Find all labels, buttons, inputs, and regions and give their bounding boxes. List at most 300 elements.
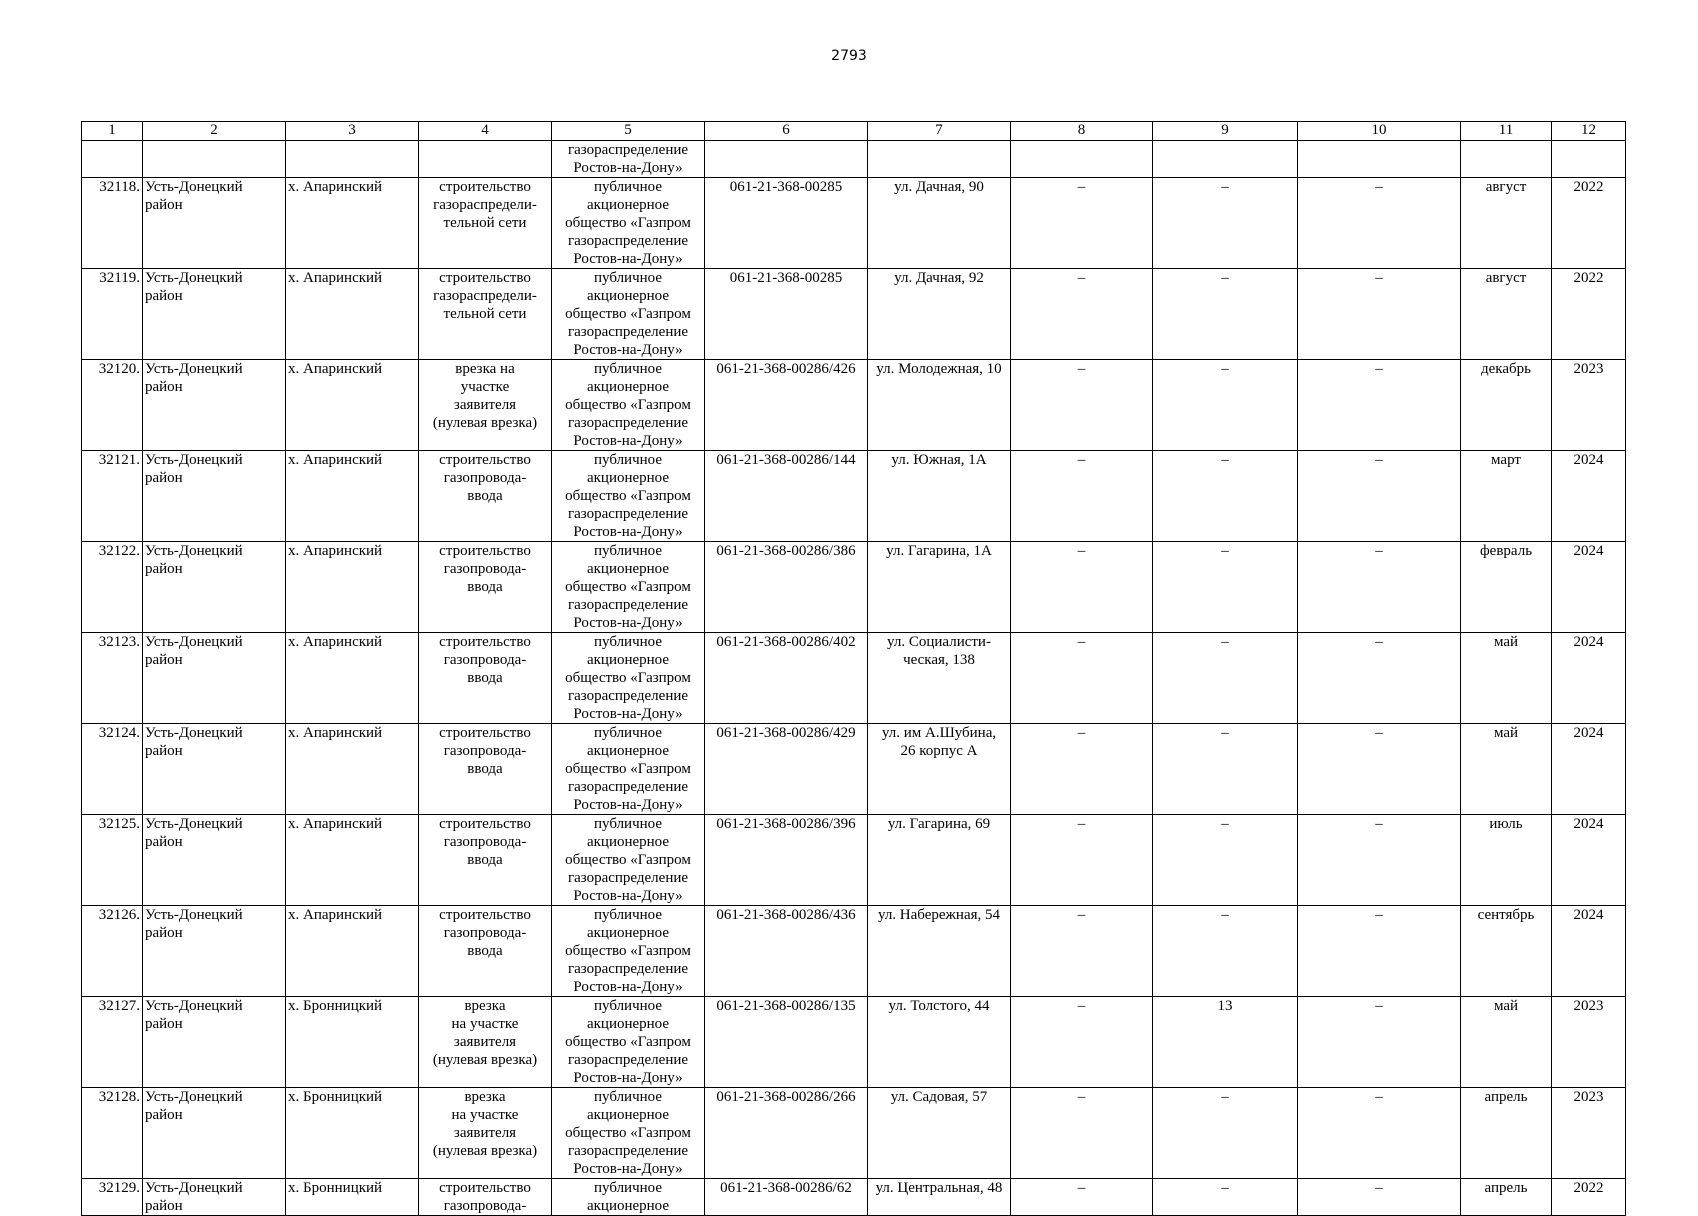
column-number: 2 <box>143 122 286 141</box>
col8-cell: – <box>1011 1088 1153 1179</box>
work-type-line: ввода <box>467 579 503 595</box>
work-type-line: газопровода- <box>443 925 527 941</box>
code-cell: 061-21-368-00286/426 <box>705 360 868 451</box>
work-type-cell <box>419 633 552 724</box>
code-cell: 061-21-368-00285 <box>705 178 868 269</box>
table-row <box>82 1088 1626 1179</box>
col9-cell: – <box>1153 633 1298 724</box>
organization-line: общество «Газпром <box>565 488 691 504</box>
organization-cell <box>552 633 705 724</box>
work-type-line: участке <box>460 379 510 395</box>
work-type-cell <box>419 1088 552 1179</box>
organization-cell <box>552 542 705 633</box>
district-line: Усть-Донецкий <box>145 1180 243 1196</box>
settlement-cell: х. Апаринский <box>286 360 419 451</box>
empty-cell <box>1552 141 1626 178</box>
empty-cell <box>1153 141 1298 178</box>
address-line: ул. Центральная, 48 <box>875 1180 1003 1196</box>
work-type-line: строительство <box>439 1180 531 1196</box>
month-cell: март <box>1461 451 1552 542</box>
col8-cell: – <box>1011 997 1153 1088</box>
district-line: район <box>145 561 183 577</box>
district-cell <box>143 724 286 815</box>
work-type-cell <box>419 906 552 997</box>
empty-cell <box>1461 141 1552 178</box>
organization-line: общество «Газпром <box>565 852 691 868</box>
organization-line: публичное <box>593 907 662 923</box>
work-type-line: тельной сети <box>443 215 527 231</box>
work-type-line: ввода <box>467 488 503 504</box>
address-line: ул. Дачная, 90 <box>894 179 984 195</box>
organization-line: публичное <box>593 270 662 286</box>
work-type-line: строительство <box>439 816 531 832</box>
empty-cell <box>82 141 143 178</box>
col10-cell: – <box>1298 451 1461 542</box>
address-cell <box>868 542 1011 633</box>
district-cell <box>143 906 286 997</box>
col10-cell: – <box>1298 360 1461 451</box>
col8-cell: – <box>1011 1179 1153 1216</box>
address-line: ул. Южная, 1А <box>891 452 987 468</box>
col8-cell: – <box>1011 451 1153 542</box>
year-cell: 2023 <box>1552 1088 1626 1179</box>
work-type-line: строительство <box>439 543 531 559</box>
organization-line: публичное <box>593 1180 662 1196</box>
district-line: район <box>145 1016 183 1032</box>
row-number-cell: 32125. <box>82 815 143 906</box>
address-line: ул. Гагарина, 69 <box>887 816 991 832</box>
column-number: 1 <box>82 122 143 141</box>
organization-line: газораспределение <box>567 415 689 431</box>
organization-line: публичное <box>593 1089 662 1105</box>
empty-cell <box>419 141 552 178</box>
column-number: 3 <box>286 122 419 141</box>
address-line: ул. им А.Шубина, <box>881 725 997 741</box>
settlement-cell: х. Апаринский <box>286 178 419 269</box>
district-line: Усть-Донецкий <box>145 907 243 923</box>
organization-cell <box>552 451 705 542</box>
col8-cell: – <box>1011 633 1153 724</box>
settlement-cell: х. Бронницкий <box>286 997 419 1088</box>
organization-line: акционерное <box>586 561 670 577</box>
empty-cell <box>705 141 868 178</box>
organization-cell <box>552 724 705 815</box>
table-row <box>82 269 1626 360</box>
organization-line: газораспределение <box>567 324 689 340</box>
district-cell <box>143 815 286 906</box>
address-cell <box>868 906 1011 997</box>
month-cell: февраль <box>1461 542 1552 633</box>
organization-line: акционерное <box>586 379 670 395</box>
month-cell: май <box>1461 633 1552 724</box>
district-line: район <box>145 834 183 850</box>
table-row <box>82 997 1626 1088</box>
organization-line: акционерное <box>586 925 670 941</box>
organization-line: Ростов-на-Дону» <box>573 251 683 267</box>
district-line: район <box>145 652 183 668</box>
column-number-header <box>82 122 1626 141</box>
work-type-cell <box>419 542 552 633</box>
organization-cell <box>552 906 705 997</box>
address-line: ул. Молодежная, 10 <box>876 361 1002 377</box>
col10-cell: – <box>1298 1179 1461 1216</box>
organization-line: газораспределение <box>567 961 689 977</box>
work-type-line: строительство <box>439 725 531 741</box>
code-cell: 061-21-368-00286/266 <box>705 1088 868 1179</box>
col8-cell: – <box>1011 360 1153 451</box>
district-cell <box>143 633 286 724</box>
district-line: Усть-Донецкий <box>145 361 243 377</box>
district-line: Усть-Донецкий <box>145 634 243 650</box>
address-line: ул. Садовая, 57 <box>890 1089 988 1105</box>
organization-cell <box>552 1088 705 1179</box>
work-type-cell <box>419 997 552 1088</box>
column-number: 10 <box>1298 122 1461 141</box>
empty-cell <box>1298 141 1461 178</box>
month-cell: сентябрь <box>1461 906 1552 997</box>
organization-line: Ростов-на-Дону» <box>573 1161 683 1177</box>
col9-cell: – <box>1153 1179 1298 1216</box>
month-cell: июль <box>1461 815 1552 906</box>
col10-cell: – <box>1298 997 1461 1088</box>
work-type-line: строительство <box>439 452 531 468</box>
code-cell: 061-21-368-00285 <box>705 269 868 360</box>
month-cell: май <box>1461 997 1552 1088</box>
year-cell: 2024 <box>1552 906 1626 997</box>
settlement-cell: х. Апаринский <box>286 269 419 360</box>
table-row <box>82 633 1626 724</box>
organization-line: газораспределение <box>567 233 689 249</box>
district-line: район <box>145 925 183 941</box>
column-number: 5 <box>552 122 705 141</box>
organization-cell <box>552 269 705 360</box>
table-row <box>82 542 1626 633</box>
column-number: 12 <box>1552 122 1626 141</box>
page-number: 2793 <box>831 48 867 64</box>
work-type-line: врезка <box>464 1089 506 1105</box>
settlement-cell: х. Апаринский <box>286 633 419 724</box>
address-line: ул. Социалисти- <box>887 634 991 650</box>
work-type-line: заявителя <box>453 1034 517 1050</box>
address-cell <box>868 178 1011 269</box>
work-type-line: газопровода- <box>443 561 527 577</box>
organization-cell <box>552 997 705 1088</box>
work-type-cell <box>419 815 552 906</box>
work-type-line: ввода <box>467 761 503 777</box>
organization-line: публичное <box>593 452 662 468</box>
code-cell: 061-21-368-00286/386 <box>705 542 868 633</box>
col9-cell: – <box>1153 815 1298 906</box>
organization-line: акционерное <box>586 470 670 486</box>
table-row <box>82 360 1626 451</box>
col9-cell: – <box>1153 451 1298 542</box>
code-cell: 061-21-368-00286/62 <box>705 1179 868 1216</box>
col10-cell: – <box>1298 815 1461 906</box>
organization-line: общество «Газпром <box>565 579 691 595</box>
district-line: Усть-Донецкий <box>145 543 243 559</box>
work-type-line: газораспредели- <box>433 288 537 304</box>
col10-cell: – <box>1298 269 1461 360</box>
address-line: ул. Толстого, 44 <box>888 998 990 1014</box>
work-type-line: газораспредели- <box>433 197 537 213</box>
work-type-line: заявителя <box>453 1125 517 1141</box>
district-cell <box>143 542 286 633</box>
organization-line: публичное <box>593 816 662 832</box>
organization-line: общество «Газпром <box>565 397 691 413</box>
work-type-line: строительство <box>439 907 531 923</box>
work-type-cell <box>419 1179 552 1216</box>
month-cell: август <box>1461 178 1552 269</box>
district-line: Усть-Донецкий <box>145 816 243 832</box>
col10-cell: – <box>1298 1088 1461 1179</box>
district-line: Усть-Донецкий <box>145 179 243 195</box>
month-cell: декабрь <box>1461 360 1552 451</box>
col9-cell: – <box>1153 542 1298 633</box>
district-cell <box>143 360 286 451</box>
work-type-cell <box>419 360 552 451</box>
organization-line: Ростов-на-Дону» <box>573 524 683 540</box>
year-cell: 2024 <box>1552 724 1626 815</box>
address-cell <box>868 633 1011 724</box>
empty-cell <box>868 141 1011 178</box>
address-line: ул. Гагарина, 1А <box>886 543 992 559</box>
month-cell: август <box>1461 269 1552 360</box>
organization-line: публичное <box>593 543 662 559</box>
organization-line: газораспределение <box>567 779 689 795</box>
settlement-cell: х. Бронницкий <box>286 1088 419 1179</box>
organization-line: публичное <box>593 998 662 1014</box>
organization-line: акционерное <box>586 1107 670 1123</box>
month-cell: апрель <box>1461 1088 1552 1179</box>
work-type-line: газопровода- <box>443 1198 527 1214</box>
organization-line: публичное <box>593 634 662 650</box>
settlement-cell: х. Апаринский <box>286 542 419 633</box>
organization-line: общество «Газпром <box>565 670 691 686</box>
col10-cell: – <box>1298 633 1461 724</box>
organization-cell <box>552 1179 705 1216</box>
col8-cell: – <box>1011 906 1153 997</box>
settlement-cell: х. Бронницкий <box>286 1179 419 1216</box>
work-type-line: газопровода- <box>443 652 527 668</box>
col10-cell: – <box>1298 178 1461 269</box>
organization-line: общество «Газпром <box>565 943 691 959</box>
organization-line: газораспределение <box>567 597 689 613</box>
address-cell <box>868 1088 1011 1179</box>
address-cell <box>868 1179 1011 1216</box>
organization-line: Ростов-на-Дону» <box>573 160 683 176</box>
organization-cell <box>552 360 705 451</box>
organization-line: общество «Газпром <box>565 1034 691 1050</box>
district-line: Усть-Донецкий <box>145 452 243 468</box>
col9-cell: 13 <box>1153 997 1298 1088</box>
row-number-cell: 32126. <box>82 906 143 997</box>
organization-cell <box>552 141 705 178</box>
district-cell <box>143 1179 286 1216</box>
address-line: ул. Дачная, 92 <box>894 270 984 286</box>
row-number-cell: 32129. <box>82 1179 143 1216</box>
address-line: ческая, 138 <box>903 652 975 668</box>
continuation-row <box>82 141 1626 178</box>
district-cell <box>143 997 286 1088</box>
organization-line: акционерное <box>586 834 670 850</box>
code-cell: 061-21-368-00286/144 <box>705 451 868 542</box>
district-line: Усть-Донецкий <box>145 998 243 1014</box>
organization-line: Ростов-на-Дону» <box>573 433 683 449</box>
organization-line: общество «Газпром <box>565 1125 691 1141</box>
col9-cell: – <box>1153 360 1298 451</box>
organization-line: публичное <box>593 361 662 377</box>
year-cell: 2022 <box>1552 178 1626 269</box>
district-cell <box>143 269 286 360</box>
work-type-line: газопровода- <box>443 834 527 850</box>
district-line: район <box>145 197 183 213</box>
row-number-cell: 32122. <box>82 542 143 633</box>
work-type-line: ввода <box>467 852 503 868</box>
district-cell <box>143 178 286 269</box>
address-cell <box>868 269 1011 360</box>
table-row <box>82 724 1626 815</box>
organization-line: газораспределение <box>567 1143 689 1159</box>
code-cell: 061-21-368-00286/436 <box>705 906 868 997</box>
work-type-cell <box>419 451 552 542</box>
column-number: 4 <box>419 122 552 141</box>
work-type-line: (нулевая врезка) <box>432 1143 538 1159</box>
district-line: район <box>145 379 183 395</box>
organization-line: газораспределение <box>567 1052 689 1068</box>
col8-cell: – <box>1011 724 1153 815</box>
work-type-line: строительство <box>439 179 531 195</box>
row-number-cell: 32118. <box>82 178 143 269</box>
col9-cell: – <box>1153 906 1298 997</box>
district-cell <box>143 451 286 542</box>
organization-line: акционерное <box>586 652 670 668</box>
organization-line: газораспределение <box>567 870 689 886</box>
district-line: район <box>145 470 183 486</box>
row-number-cell: 32124. <box>82 724 143 815</box>
organization-line: Ростов-на-Дону» <box>573 342 683 358</box>
column-number: 9 <box>1153 122 1298 141</box>
address-cell <box>868 360 1011 451</box>
organization-line: акционерное <box>586 197 670 213</box>
col8-cell: – <box>1011 542 1153 633</box>
work-type-line: врезка <box>464 998 506 1014</box>
work-type-line: газопровода- <box>443 470 527 486</box>
organization-line: публичное <box>593 179 662 195</box>
district-line: район <box>145 1198 183 1214</box>
col10-cell: – <box>1298 542 1461 633</box>
registry-table <box>81 121 1626 1216</box>
address-line: ул. Набережная, 54 <box>877 907 1000 923</box>
code-cell: 061-21-368-00286/135 <box>705 997 868 1088</box>
col10-cell: – <box>1298 724 1461 815</box>
address-cell <box>868 997 1011 1088</box>
row-number-cell: 32123. <box>82 633 143 724</box>
year-cell: 2024 <box>1552 815 1626 906</box>
work-type-line: заявителя <box>453 397 517 413</box>
col9-cell: – <box>1153 269 1298 360</box>
empty-cell <box>143 141 286 178</box>
organization-line: акционерное <box>586 743 670 759</box>
district-line: Усть-Донецкий <box>145 1089 243 1105</box>
organization-line: акционерное <box>586 1198 670 1214</box>
table-row <box>82 815 1626 906</box>
organization-line: газораспределение <box>567 506 689 522</box>
organization-line: газораспределение <box>567 688 689 704</box>
address-line: 26 корпус А <box>900 743 978 759</box>
year-cell: 2024 <box>1552 633 1626 724</box>
row-number-cell: 32128. <box>82 1088 143 1179</box>
settlement-cell: х. Апаринский <box>286 724 419 815</box>
year-cell: 2023 <box>1552 997 1626 1088</box>
table-row <box>82 1179 1626 1216</box>
col9-cell: – <box>1153 724 1298 815</box>
district-line: район <box>145 288 183 304</box>
organization-cell <box>552 178 705 269</box>
col8-cell: – <box>1011 269 1153 360</box>
code-cell: 061-21-368-00286/429 <box>705 724 868 815</box>
column-number: 8 <box>1011 122 1153 141</box>
organization-cell <box>552 815 705 906</box>
district-line: Усть-Донецкий <box>145 270 243 286</box>
organization-line: акционерное <box>586 1016 670 1032</box>
col8-cell: – <box>1011 178 1153 269</box>
organization-line: Ростов-на-Дону» <box>573 888 683 904</box>
work-type-cell <box>419 178 552 269</box>
work-type-cell <box>419 269 552 360</box>
col9-cell: – <box>1153 1088 1298 1179</box>
empty-cell <box>1011 141 1153 178</box>
row-number-cell: 32121. <box>82 451 143 542</box>
organization-line: Ростов-на-Дону» <box>573 797 683 813</box>
organization-line: общество «Газпром <box>565 761 691 777</box>
district-cell <box>143 1088 286 1179</box>
month-cell: апрель <box>1461 1179 1552 1216</box>
table-row <box>82 906 1626 997</box>
col10-cell: – <box>1298 906 1461 997</box>
address-cell <box>868 451 1011 542</box>
organization-line: газораспределение <box>567 142 689 158</box>
organization-line: общество «Газпром <box>565 306 691 322</box>
organization-line: общество «Газпром <box>565 215 691 231</box>
code-cell: 061-21-368-00286/396 <box>705 815 868 906</box>
district-line: район <box>145 743 183 759</box>
table-row <box>82 178 1626 269</box>
address-cell <box>868 724 1011 815</box>
settlement-cell: х. Апаринский <box>286 451 419 542</box>
settlement-cell: х. Апаринский <box>286 906 419 997</box>
col8-cell: – <box>1011 815 1153 906</box>
column-number: 6 <box>705 122 868 141</box>
work-type-line: (нулевая врезка) <box>432 415 538 431</box>
code-cell: 061-21-368-00286/402 <box>705 633 868 724</box>
work-type-line: газопровода- <box>443 743 527 759</box>
organization-line: публичное <box>593 725 662 741</box>
organization-line: Ростов-на-Дону» <box>573 706 683 722</box>
work-type-cell <box>419 724 552 815</box>
work-type-line: ввода <box>467 943 503 959</box>
settlement-cell: х. Апаринский <box>286 815 419 906</box>
row-number-cell: 32119. <box>82 269 143 360</box>
organization-line: акционерное <box>586 288 670 304</box>
work-type-line: тельной сети <box>443 306 527 322</box>
work-type-line: на участке <box>451 1016 519 1032</box>
work-type-line: на участке <box>451 1107 519 1123</box>
year-cell: 2024 <box>1552 542 1626 633</box>
year-cell: 2022 <box>1552 269 1626 360</box>
work-type-line: (нулевая врезка) <box>432 1052 538 1068</box>
organization-line: Ростов-на-Дону» <box>573 979 683 995</box>
district-line: район <box>145 1107 183 1123</box>
